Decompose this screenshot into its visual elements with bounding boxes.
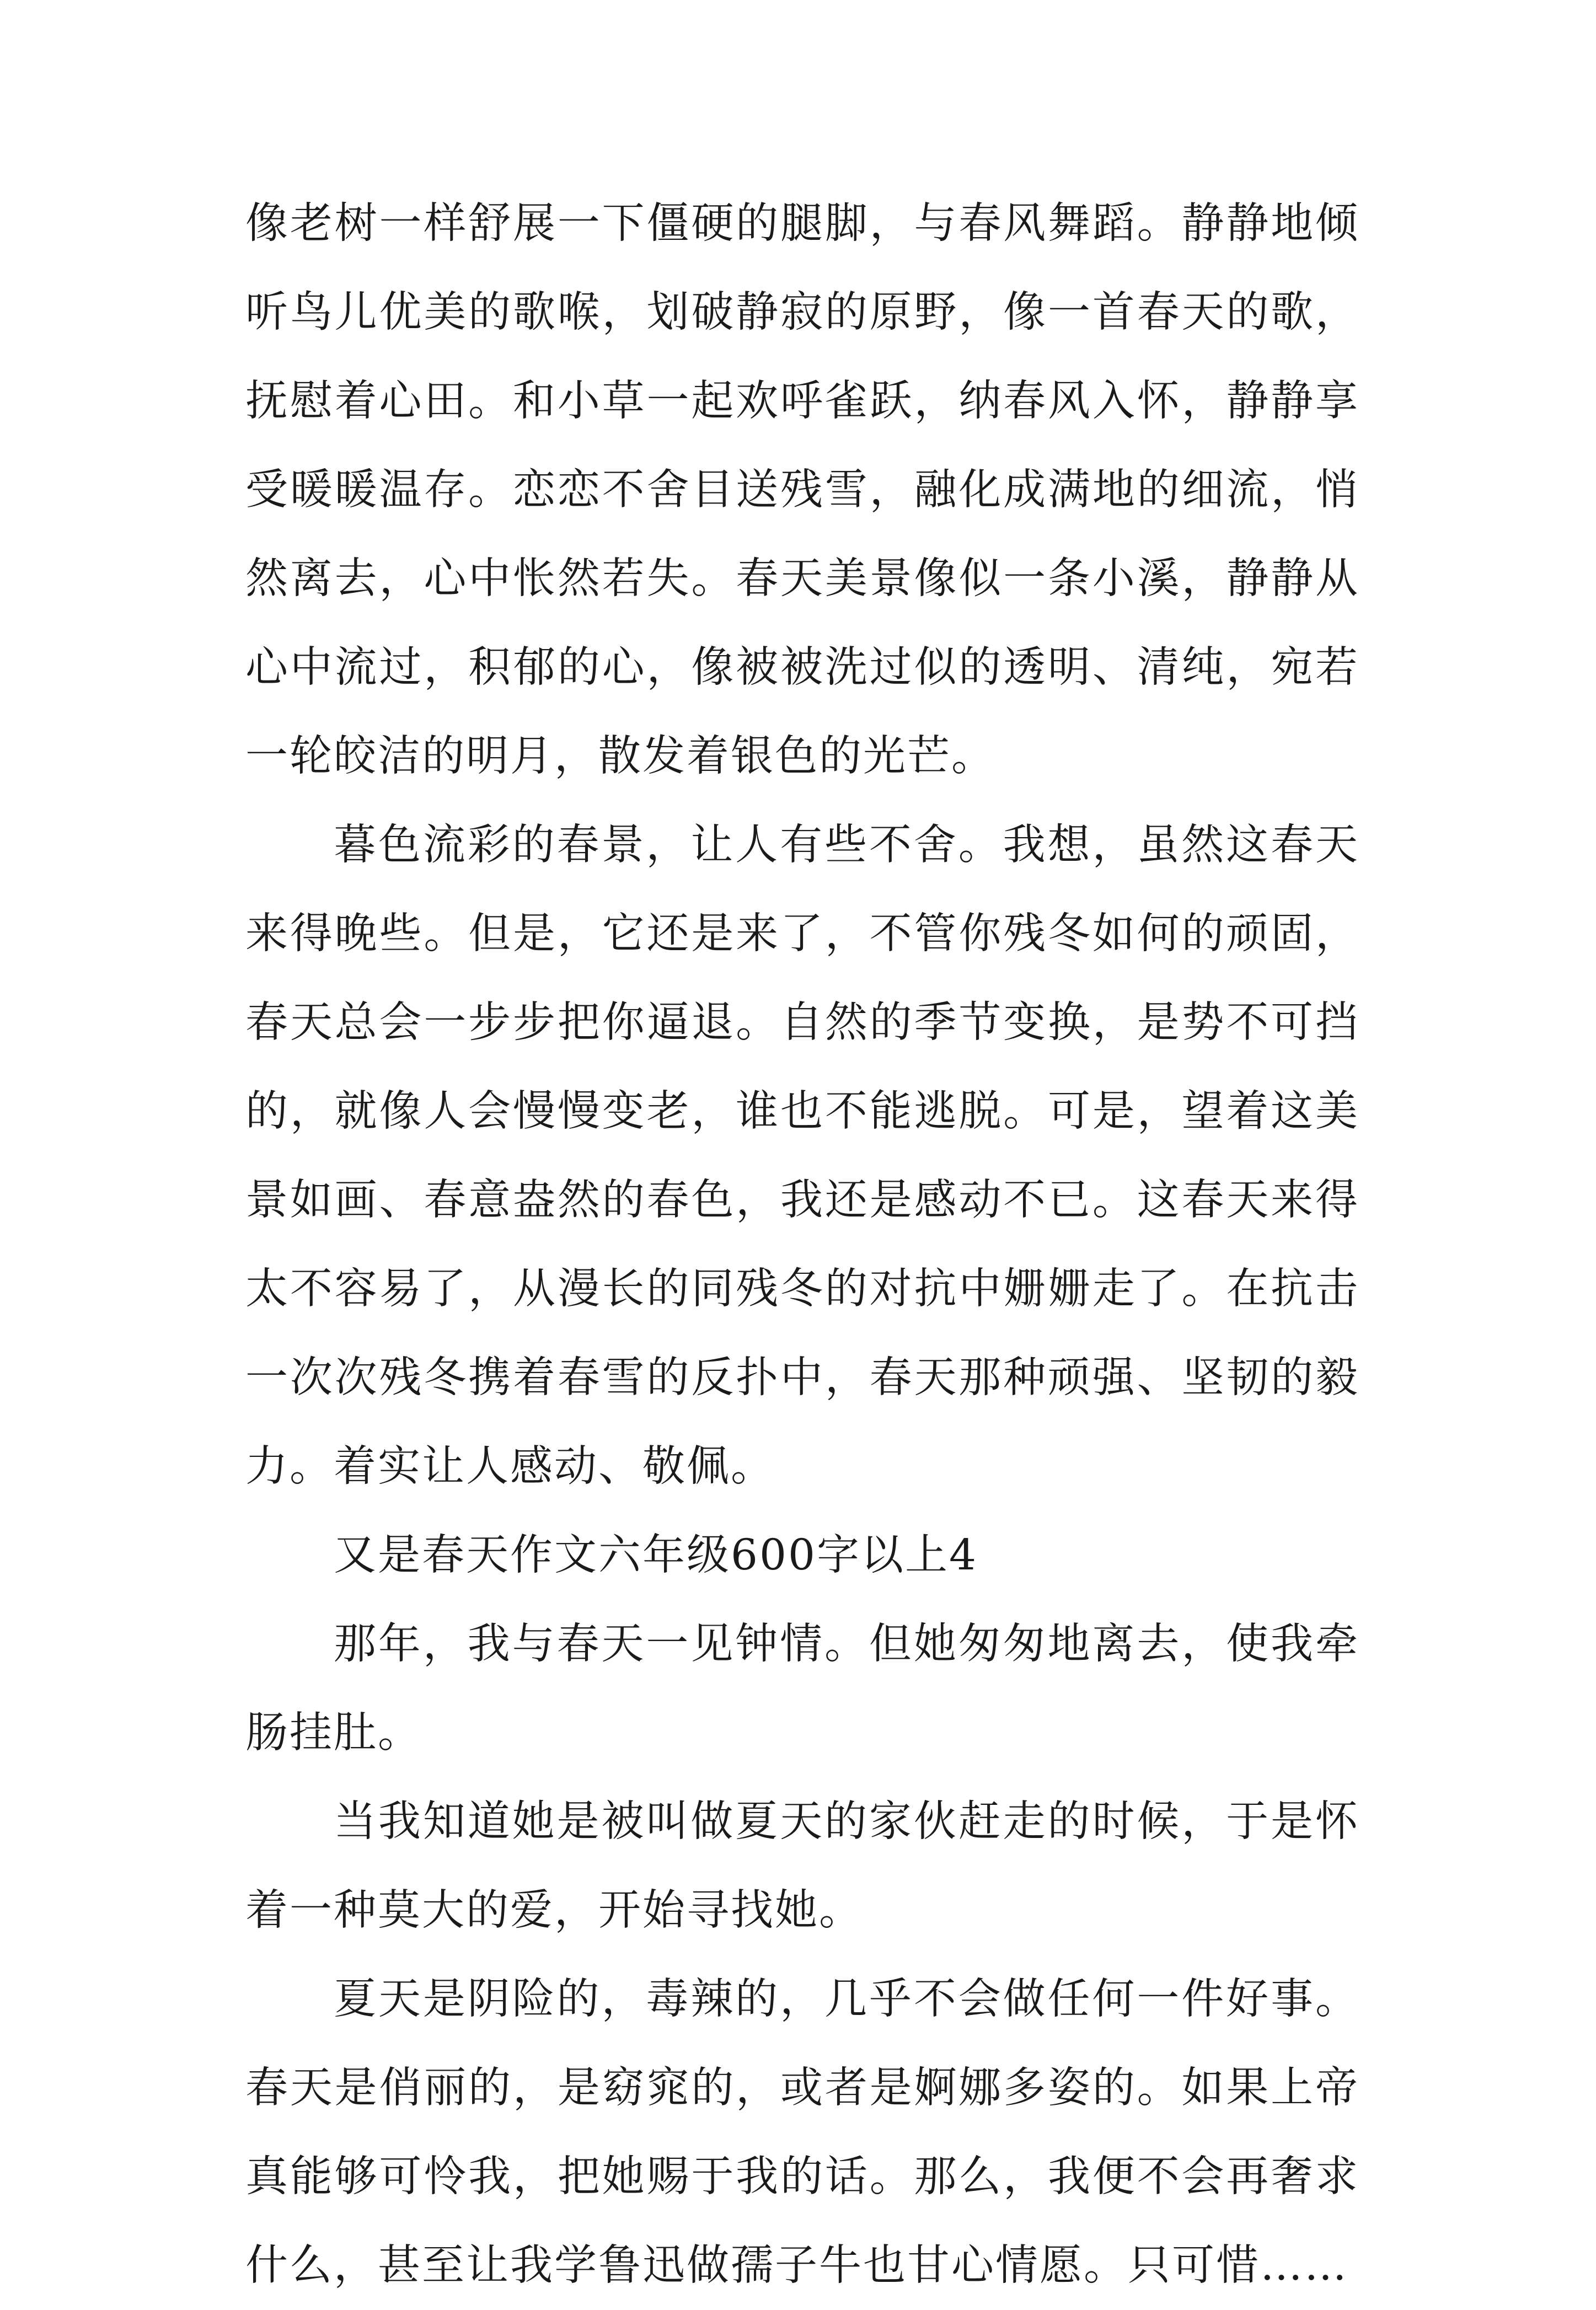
paragraph-3: 那年，我与春天一见钟情。但她匆匆地离去，使我牵肠挂肚。 — [245, 1620, 1359, 1757]
paragraph-1: 像老树一样舒展一下僵硬的腿脚，与春风舞蹈。静静地倾听鸟儿优美的歌喉，划破静寂的原野，像一首春天的歌，抚慰着心田。和小草一起欢呼雀跃，纳春风入怀，静静享受暖暖温存。恋恋不舍目送残雪，融化成满地的细流，悄然离去，心中怅然若失。春天美景像似一条小溪，静静从心中流过，积郁的心，像被被洗过似的透明、清纯，宛若一轮皎洁的明月，散发着银色的光芒。 — [245, 199, 1359, 781]
paragraph-5: 夏天是阴险的，毒辣的，几乎不会做任何一件好事。春天是俏丽的，是窈窕的，或者是婀娜多姿的。如果上帝真能够可怜我，把她赐于我的话。那么，我便不会再奢求什么，甚至让我学鲁迅做孺子牛也甘心情愿。只可惜…… — [245, 1975, 1359, 2290]
document-body — [245, 179, 1359, 2310]
paragraph-4: 当我知道她是被叫做夏天的家伙赶走的时候，于是怀着一种莫大的爱，开始寻找她。 — [245, 1797, 1359, 1935]
section-heading: 又是春天作文六年级600字以上4 — [334, 1531, 978, 1580]
paragraph-2: 暮色流彩的春景，让人有些不舍。我想，虽然这春天来得晚些。但是，它还是来了，不管你残冬如何的顽固，春天总会一步步把你逼退。自然的季节变换，是势不可挡的，就像人会慢慢变老，谁也不能逃脱。可是，望着这美景如画、春意盎然的春色，我还是感动不已。这春天来得太不容易了，从漫长的同残冬的对抗中姗姗走了。在抗击一次次残冬携着春雪的反扑中，春天那种顽强、坚韧的毅力。着实让人感动、敬佩。 — [245, 821, 1359, 1491]
